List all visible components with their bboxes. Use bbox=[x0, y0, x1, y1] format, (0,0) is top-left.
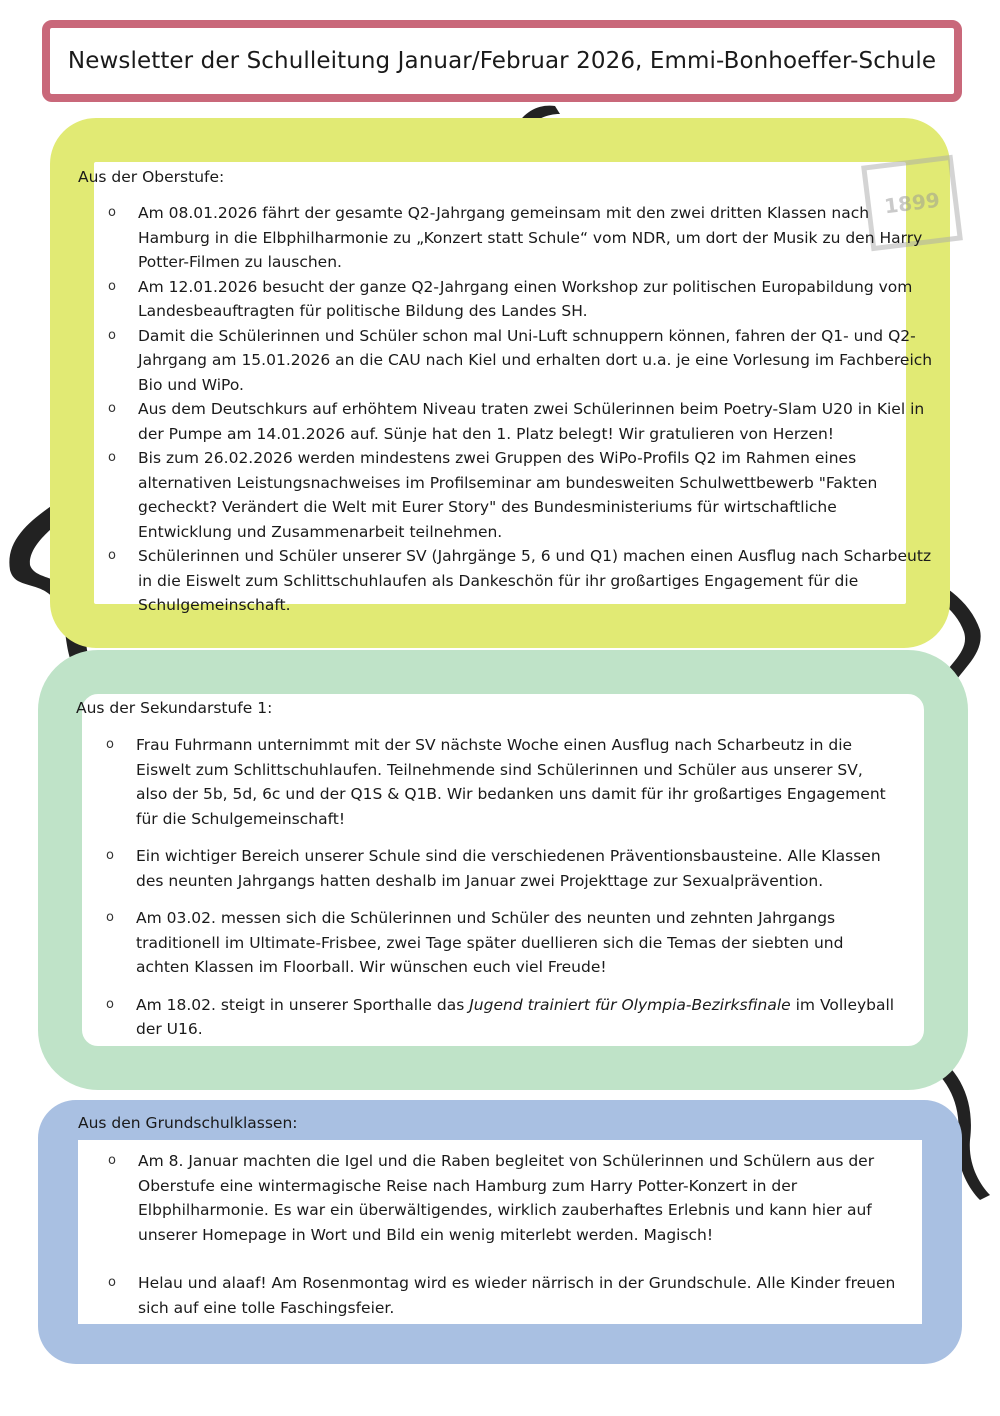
list-item: o Helau und alaaf! Am Rosenmontag wird es wieder närrisch in der Grundschule. Alle Kinder freuen sich auf eine tolle Faschingsfeier. bbox=[108, 1271, 908, 1320]
bullet-icon: o bbox=[108, 450, 116, 465]
oberstufe-heading: Aus der Oberstufe: bbox=[78, 168, 225, 186]
bullet-icon: o bbox=[108, 1153, 116, 1168]
list-item: o Damit die Schülerinnen und Schüler schon mal Uni-Luft schnuppern können, fahren der Q1- und Q2-Jahrgang am 15.01.2026 an die CAU nach Kiel und erhalten dort u.a. je eine Vorlesung im Fachbereich Bio und WiPo. bbox=[108, 324, 934, 398]
list-item: o Frau Fuhrmann unternimmt mit der SV nächste Woche einen Ausflug nach Scharbeutz in die Eiswelt zum Schlittschuhlaufen. Teilnehmende sind Schülerinnen und Schüler aus unserer SV, also der 5b, 5d, 6c und der Q1S & Q1B. Wir bedanken uns damit für ihr großartiges Engagement für die Schulgemeinschaft! bbox=[106, 733, 896, 831]
list-item: o Am 03.02. messen sich die Schülerinnen und Schüler des neunten und zehnten Jahrgangs traditionell im Ultimate-Frisbee, zwei Tage später duellieren sich die Temas der siebten und achten Klassen im Floorball. Wir wünschen euch viel Freude! bbox=[106, 906, 896, 980]
bullet-icon: o bbox=[108, 401, 116, 416]
oberstufe-list bbox=[108, 201, 934, 618]
bullet-icon: o bbox=[106, 910, 114, 925]
bullet-icon: o bbox=[108, 205, 116, 220]
list-item: o Bis zum 26.02.2026 werden mindestens zwei Gruppen des WiPo-Profils Q2 im Rahmen eines alternativen Leistungsnachweises im Profilseminar am bundesweiten Schulwettbewerb "Fakten gecheckt? Verändert die Welt mit Eurer Story" des Bundesministeriums für wirtschaftliche Entwicklung und Zusammenarbeit teilnehmen. bbox=[108, 446, 934, 544]
sekundarstufe-heading: Aus der Sekundarstufe 1: bbox=[76, 699, 273, 717]
sekundarstufe-list bbox=[106, 733, 896, 1042]
bullet-icon: o bbox=[108, 278, 116, 294]
list-item: o Am 18.02. steigt in unserer Sporthalle das Jugend trainiert für Olympia-Bezirksfinale im Volleyball der U16. bbox=[106, 993, 896, 1042]
bullet-icon: o bbox=[108, 327, 116, 343]
grundschule-heading: Aus den Grundschulklassen: bbox=[78, 1114, 298, 1132]
newsletter-title: Newsletter der Schulleitung Januar/Februar 2026, Emmi-Bonhoeffer-Schule bbox=[42, 20, 962, 102]
list-item: o Ein wichtiger Bereich unserer Schule sind die verschiedenen Präventionsbausteine. Alle Klassen des neunten Jahrgangs hatten deshalb im Januar zwei Projekttage zur Sexualprävention. bbox=[106, 844, 896, 893]
list-item: o Am 08.01.2026 fährt der gesamte Q2-Jahrgang gemeinsam mit den zwei dritten Klassen nach Hamburg in die Elbphilharmonie zu „Konzert statt Schule“ vom NDR, um dort der Musik zu den Harry Potter-Filmen zu lauschen. bbox=[108, 201, 934, 275]
bullet-icon: o bbox=[106, 737, 114, 752]
list-item: o Aus dem Deutschkurs auf erhöhtem Niveau traten zwei Schülerinnen beim Poetry-Slam U20 in Kiel in der Pumpe am 14.01.2026 auf. Sünje hat den 1. Platz belegt! Wir gratulieren von Herzen! bbox=[108, 397, 934, 446]
bullet-icon: o bbox=[106, 848, 114, 863]
bullet-icon: o bbox=[106, 996, 114, 1012]
list-item: o Am 12.01.2026 besucht der ganze Q2-Jahrgang einen Workshop zur politischen Europabildung vom Landesbeauftragten für politische Bildung des Landes SH. bbox=[108, 275, 934, 324]
bullet-icon: o bbox=[108, 1275, 116, 1290]
grundschule-list bbox=[108, 1149, 908, 1320]
list-item: o Schülerinnen und Schüler unserer SV (Jahrgänge 5, 6 und Q1) machen einen Ausflug nach Scharbeutz in die Eiswelt zum Schlittschuhlaufen als Dankeschön für ihr großartiges Engagement für die Schulgemeinschaft. bbox=[108, 544, 934, 618]
bullet-icon: o bbox=[108, 548, 116, 563]
list-item: o Am 8. Januar machten die Igel und die Raben begleitet von Schülerinnen und Schülern aus der Oberstufe eine wintermagische Reise nach Hamburg zum Harry Potter-Konzert in der Elbphilharmonie. Es war ein überwältigendes, wirklich zauberhaftes Erlebnis und kann hier auf unserer Homepage in Wort und Bild ein wenig miterlebt werden. Magisch! bbox=[108, 1149, 908, 1247]
school-stamp-1899: 1899 bbox=[861, 155, 963, 252]
